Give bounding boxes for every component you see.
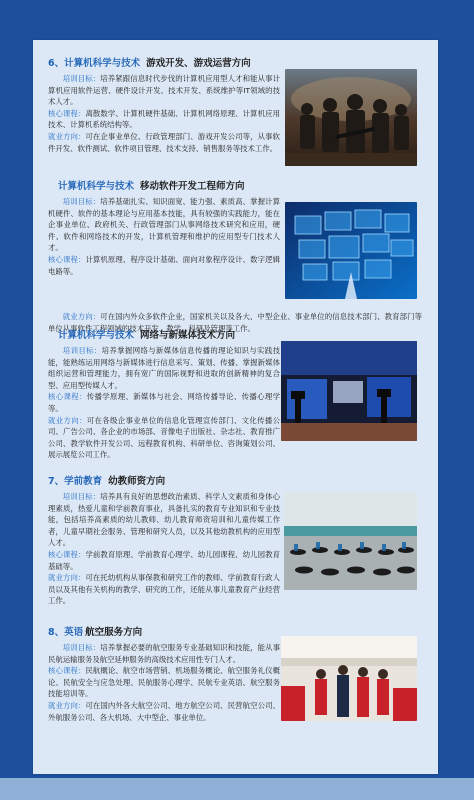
goal-label: 培训目标： bbox=[62, 346, 102, 355]
section-body bbox=[48, 491, 280, 607]
direction-name: 幼教师资方向 bbox=[108, 476, 166, 487]
section-title bbox=[48, 58, 251, 70]
goal-label: 培训目标： bbox=[62, 197, 101, 206]
major-name: 计算机科学与技术 bbox=[58, 181, 135, 192]
major-name: 计算机科学与技术 bbox=[64, 58, 141, 69]
job-text: 可在国内外各大航空公司、地方航空公司、民营航空公司、外航服务公司、各大机场、大中型企、事业单位。 bbox=[48, 700, 280, 722]
job-text: 可在企事业单位、行政管理部门、游戏开发公司等，从事软件开发、软件测试、软件项目管理、技术支持、销售服务等技术工作。 bbox=[48, 131, 280, 153]
flight-attendants-image bbox=[281, 636, 417, 721]
section-number: 7、 bbox=[48, 476, 65, 487]
job-label: 就业方向： bbox=[48, 700, 86, 710]
job-label: 就业方向： bbox=[48, 573, 86, 583]
section-number: 8、 bbox=[48, 627, 65, 638]
goal-text: 培养基础扎实、知识面宽、能力强、素质高、掌握计算机硬件、软件的基本理论与应用基本技能，具有较强的实践能力，能在企事业单位、政府机关、行政管理部门从事网络技术研究和应用，硬件、软件和网络技术的开发，计算机管理和维护的应用型专门技术人才。 bbox=[48, 197, 280, 253]
job-text: 可在各级企事业单位的信息化管理宣传部门、文化传播公司、广告公司、各企业的市场部、音像电子出版社、杂志社、教育推广公司、教学软件开发公司、远程教育机构、科研单位、咨询策划公司、展示展览公司工作。 bbox=[48, 415, 280, 460]
section-body bbox=[48, 345, 280, 461]
section-title bbox=[48, 476, 165, 488]
direction-name: 移动软件开发工程师方向 bbox=[140, 181, 245, 192]
section-body bbox=[48, 73, 280, 154]
course-label: 核心课程： bbox=[48, 666, 86, 676]
course-text: 民航概论、航空市场营销、机场服务概论、航空服务礼仪概论、民航安全与应急处理、民航服务心理学、民航专业英语、航空服务技能培训等。 bbox=[48, 666, 280, 699]
section-body-top bbox=[48, 196, 280, 277]
job-label: 就业方向： bbox=[62, 312, 101, 321]
course-text: 传播学原理、新媒体与社会、网络传播导论、传播心理学等。 bbox=[48, 392, 280, 413]
section-number: 6、 bbox=[48, 58, 65, 69]
dance-class-image bbox=[284, 492, 417, 590]
section-title bbox=[58, 181, 245, 193]
course-label: 核心课程： bbox=[48, 392, 87, 402]
direction-name: 网络与新媒体技术方向 bbox=[140, 330, 236, 341]
job-text: 可在托幼机构从事保教和研究工作的教师、学前教育行政人员以及其他有关机构的教学、研究的工作，还能从事儿童教育产业经营工作。 bbox=[48, 573, 280, 606]
course-text: 学前教育原理、学前教育心理学、幼儿园课程、幼儿园教育基础等。 bbox=[48, 549, 280, 571]
job-text: 可在国内外众多软件企业，国家机关以及各大、中型企业、事业单位的信息技术部门、教育部门等单位从事软件工程领域的技术开发、教学、科研及管理等工作。 bbox=[48, 312, 422, 333]
section-title bbox=[48, 627, 142, 639]
section-title bbox=[58, 330, 235, 342]
job-label: 就业方向： bbox=[48, 131, 86, 141]
direction-name: 航空服务方向 bbox=[85, 627, 143, 638]
goal-text: 培养掌握网络与新媒体信息传播的理论知识与实践技能，能熟练运用网络与新媒体进行信息采写、策划、传播、掌握新媒体组织运营和管理能力，拥有宽广的国际视野和进取的创新精神的复合型、应用型传媒人才。 bbox=[48, 346, 280, 390]
major-name: 计算机科学与技术 bbox=[58, 330, 135, 341]
mobile-screens-image bbox=[285, 202, 417, 299]
brochure-page bbox=[33, 40, 438, 774]
goal-label: 培训目标： bbox=[62, 492, 101, 501]
goal-text: 培养掌握必要的航空服务专业基础知识和技能，能从事民航运输服务及航空延伸服务的高级技术应用性专门人才。 bbox=[48, 643, 280, 664]
bottom-strip bbox=[0, 778, 474, 800]
course-text: 离散数学、计算机硬件基础、计算机网络原理、计算机应用技术、计算机系统结构等。 bbox=[48, 108, 280, 130]
direction-name: 游戏开发、游戏运营方向 bbox=[146, 58, 251, 69]
major-name: 英语 bbox=[64, 627, 84, 638]
major-name: 学前教育 bbox=[64, 476, 103, 487]
course-label: 核心课程： bbox=[48, 549, 86, 559]
course-label: 核心课程： bbox=[48, 108, 86, 118]
section-body bbox=[48, 642, 280, 723]
job-label: 就业方向： bbox=[48, 415, 87, 425]
course-label: 核心课程： bbox=[48, 254, 86, 264]
course-text: 计算机原理、程序设计基础、面向对象程序设计、数字逻辑电路等。 bbox=[48, 254, 280, 276]
goal-text: 培养紧跟信息时代步伐的计算机应用型人才和能从事计算机应用软件运营、硬件设计开发、技术开发、系统维护等IT领域的技术人才。 bbox=[48, 74, 280, 107]
tv-studio-image bbox=[281, 341, 417, 441]
goal-text: 培养具有良好的思想政治素质、科学人文素质和身体心理素质，热爱儿童和学前教育事业，具备扎实的教育专业知识和专业技能，包括培养高素质的幼儿教师、幼儿教育师资培训和儿童传媒工作者，儿童早期社会服务、管理和研究人员，以及其他幼教机构的应用型人才。 bbox=[48, 492, 280, 548]
goal-label: 培训目标： bbox=[62, 643, 101, 652]
goal-label: 培训目标： bbox=[62, 74, 101, 83]
game-soldiers-image bbox=[285, 69, 417, 166]
